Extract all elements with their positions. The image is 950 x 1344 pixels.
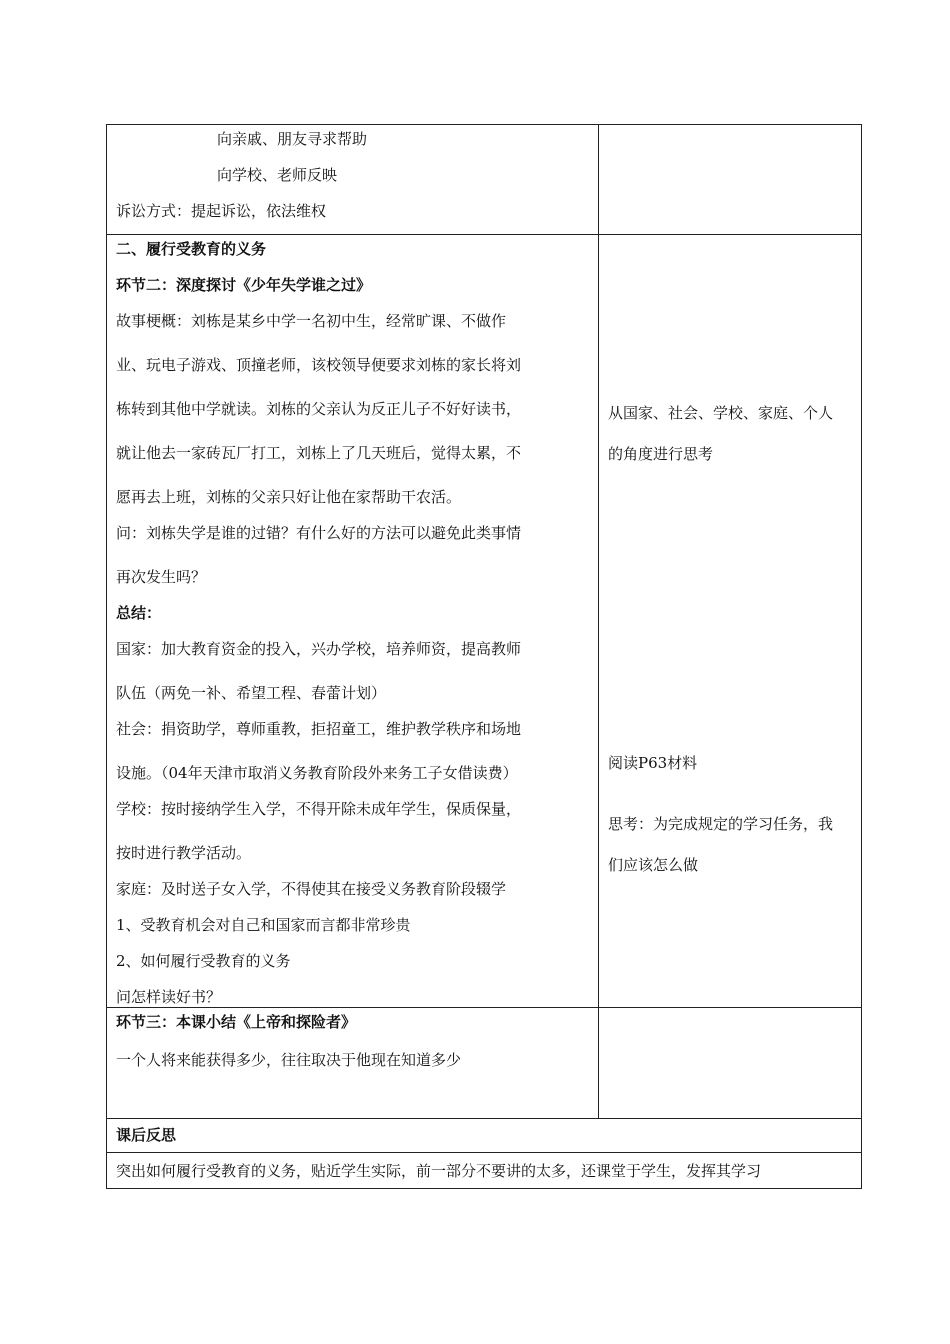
- section-heading: 二、履行受教育的义务: [116, 240, 267, 258]
- text-line: 向亲戚、朋友寻求帮助: [217, 130, 368, 148]
- text-line: 向学校、老师反映: [217, 166, 338, 184]
- note-line: 阅读P63材料: [608, 754, 698, 772]
- content-cell: [107, 1008, 599, 1119]
- question-line: 问：刘栋失学是谁的过错？有什么好的方法可以避免此类事情: [116, 524, 522, 542]
- summary-line: 社会：捐资助学，尊师重教，拒招童工，维护教学秩序和场地: [116, 720, 522, 738]
- question-line: 再次发生吗？: [116, 568, 207, 586]
- story-line: 就让他去一家砖瓦厂打工，刘栋上了几天班后，觉得太累，不: [116, 444, 522, 462]
- summary-line: 国家：加大教育资金的投入，兴办学校，培养师资，提高教师: [116, 640, 522, 658]
- section-subheading: 环节二：深度探讨《少年失学谁之过》: [116, 276, 372, 294]
- summary-line: 问怎样读好书？: [116, 988, 222, 1006]
- reflection-heading: 课后反思: [116, 1126, 177, 1144]
- notes-cell: [599, 125, 862, 235]
- text-line: 诉讼方式：提起诉讼，依法维权: [116, 202, 327, 220]
- summary-line: 学校：按时接纳学生入学，不得开除未成年学生，保质保量，: [116, 800, 522, 818]
- content-cell: [107, 235, 599, 1008]
- table-row: [107, 1119, 862, 1153]
- summary-label: 总结：: [116, 604, 162, 622]
- table-row: [107, 1008, 862, 1119]
- note-line: 们应该怎么做: [608, 856, 699, 874]
- summary-line: 设施。（04年天津市取消义务教育阶段外来务工子女借读费）: [116, 764, 518, 782]
- note-line: 从国家、社会、学校、家庭、个人: [608, 404, 834, 422]
- notes-cell: [599, 235, 862, 1008]
- story-line: 愿再去上班，刘栋的父亲只好让他在家帮助干农活。: [116, 488, 462, 506]
- reflection-text-cell: [107, 1153, 862, 1189]
- summary-line: 按时进行教学活动。: [116, 844, 252, 862]
- text-line: 一个人将来能获得多少，往往取决于他现在知道多少: [116, 1051, 462, 1069]
- story-line: 业、玩电子游戏、顶撞老师，该校领导便要求刘栋的家长将刘: [116, 356, 522, 374]
- table-row: [107, 1153, 862, 1189]
- note-line: 思考：为完成规定的学习任务，我: [608, 815, 834, 833]
- summary-line: 1、受教育机会对自己和国家而言都非常珍贵: [116, 916, 411, 934]
- table-row: [107, 125, 862, 235]
- lesson-plan-table: [106, 124, 862, 1189]
- reflection-text: 突出如何履行受教育的义务，贴近学生实际，前一部分不要讲的太多，还课堂于学生，发挥其学习: [116, 1162, 762, 1180]
- story-line: 栋转到其他中学就读。刘栋的父亲认为反正儿子不好好读书，: [116, 400, 522, 418]
- content-cell: [107, 125, 599, 235]
- table-row: [107, 235, 862, 1008]
- reflection-heading-cell: [107, 1119, 862, 1153]
- summary-line: 队伍（两免一补、希望工程、春蕾计划）: [116, 684, 387, 702]
- notes-cell: [599, 1008, 862, 1119]
- section-subheading: 环节三：本课小结《上帝和探险者》: [116, 1013, 357, 1031]
- summary-line: 2、如何履行受教育的义务: [116, 952, 291, 970]
- note-line: 的角度进行思考: [608, 445, 714, 463]
- story-line: 故事梗概：刘栋是某乡中学一名初中生，经常旷课、不做作: [116, 312, 507, 330]
- summary-line: 家庭：及时送子女入学，不得使其在接受义务教育阶段辍学: [116, 880, 507, 898]
